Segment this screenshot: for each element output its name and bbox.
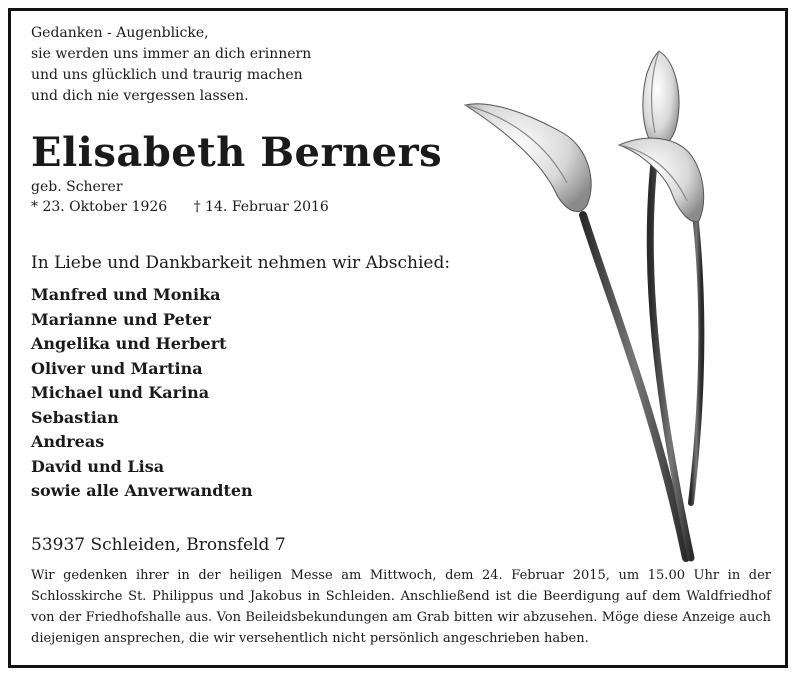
calla-lily-flowers-icon	[451, 33, 711, 563]
mourner: Andreas	[31, 432, 105, 451]
birth-name: geb. Scherer	[31, 179, 123, 195]
deceased-name: Elisabeth Berners	[31, 129, 443, 176]
death-date: † 14. Februar 2016	[193, 199, 329, 215]
mourner: Sebastian	[31, 407, 119, 427]
poem-line: und dich nie vergessen lassen.	[31, 88, 249, 104]
mourner: Manfred und Monika	[31, 285, 221, 304]
mourner: sowie alle Anverwandten	[31, 481, 253, 500]
mourner: David und Lisa	[31, 456, 165, 476]
mourner: Oliver und Martina	[31, 358, 203, 378]
poem	[31, 23, 311, 107]
birth-date: * 23. Oktober 1926	[31, 199, 168, 215]
poem-line: sie werden uns immer an dich erinnern	[31, 46, 312, 62]
service-notice: Wir gedenken ihrer in der heiligen Messe am Mittwoch, dem 24. Februar 2015, um 15.00 Uhr in der Schlosskirche St. Philippus und Jakobus in Schleiden. Anschließend ist die Beerdigung auf dem Waldfriedhof von der Friedhofshalle aus. Von Beileidsbekundungen am Grab bitten wir abzusehen. Möge diese Anzeige auch diejenigen ansprechen, die wir versehentlich nicht persönlich angeschrieben haben.	[31, 568, 771, 646]
mourner: Michael und Karina	[31, 383, 210, 402]
farewell-intro: In Liebe und Dankbarkeit nehmen wir Abschied:	[31, 253, 451, 273]
mourner: Marianne und Peter	[31, 309, 211, 329]
life-dates	[31, 199, 329, 215]
poem-line: und uns glücklich und traurig machen	[31, 67, 303, 83]
obituary-frame	[8, 8, 788, 668]
address: 53937 Schleiden, Bronsfeld 7	[31, 535, 286, 555]
mourner: Angelika und Herbert	[31, 334, 227, 353]
poem-line: Gedanken - Augenblicke,	[31, 25, 209, 41]
mourners-list	[31, 283, 253, 504]
